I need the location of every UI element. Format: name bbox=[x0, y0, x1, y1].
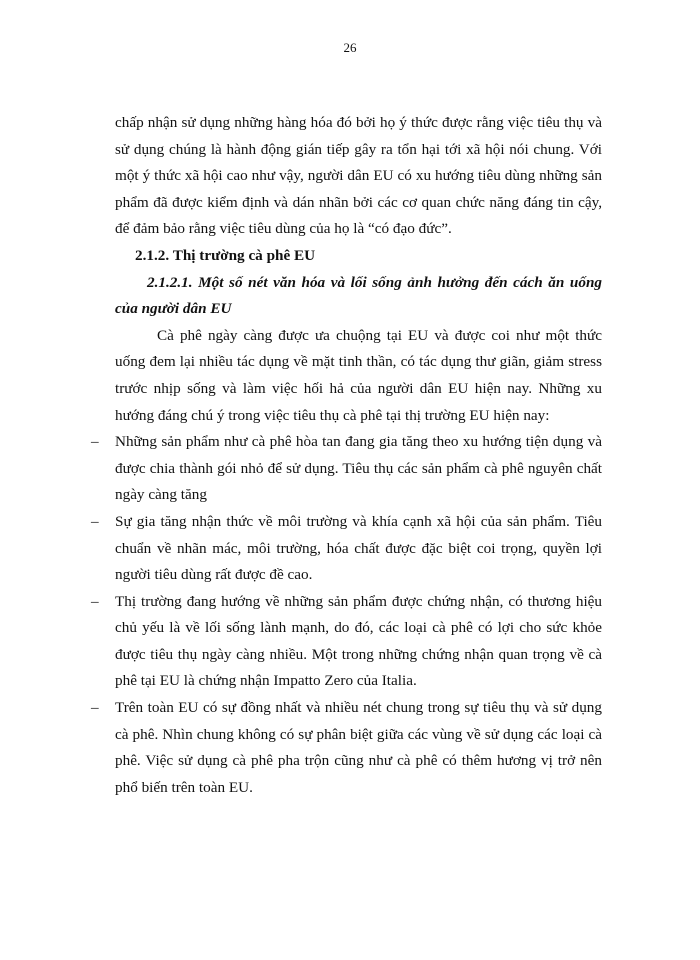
section-heading: 2.1.2. Thị trường cà phê EU bbox=[135, 246, 316, 264]
list-item-text: Thị trường đang hướng về những sản phẩm được chứng nhận, có thương hiệu chủ yếu là về lối sống lành mạnh, do đó, các loại cà phê có lợi cho sức khỏe được tiêu thụ ngày càng nhiều. Một trong những chứng nhận quan trọng về cà phê tại EU là chứng nhận Impatto Zero của Italia. bbox=[115, 592, 602, 690]
bullet-dash: – bbox=[91, 699, 99, 717]
page-content bbox=[91, 110, 602, 801]
list-item bbox=[91, 429, 602, 509]
list-item bbox=[91, 589, 602, 695]
paragraph-intro: Cà phê ngày càng được ưa chuộng tại EU và được coi như một thức uống đem lại nhiều tác dụng về mặt tinh thần, có tác dụng thư giãn, giảm stress trước nhịp sống và làm việc hối hả của người dân EU hiện nay. Những xu hướng đáng chú ý trong việc tiêu thụ cà phê tại thị trường EU hiện nay: bbox=[115, 326, 602, 424]
paragraph-continuation: chấp nhận sử dụng những hàng hóa đó bởi họ ý thức được rằng việc tiêu thụ và sử dụng chúng là hành động gián tiếp gây ra tổn hại tới xã hội nói chung. Với một ý thức xã hội cao như vậy, người dân EU có xu hướng tiêu dùng những sản phẩm đã được kiểm định và dán nhãn bởi các cơ quan chức năng đáng tin cậy, để đảm bảo rằng việc tiêu dùng của họ là “có đạo đức”. bbox=[115, 114, 602, 238]
bullet-dash: – bbox=[91, 592, 99, 610]
bullet-list bbox=[91, 429, 602, 801]
list-item bbox=[91, 509, 602, 589]
list-item-text: Trên toàn EU có sự đồng nhất và nhiều nét chung trong sự tiêu thụ và sử dụng cà phê. Nhìn chung không có sự phân biệt giữa các vùng về sử dụng các loại cà phê. Việc sử dụng cà phê pha trộn cũng như cà phê có thêm hương vị trở nên phổ biến trên toàn EU. bbox=[115, 699, 602, 796]
subsection-heading: 2.1.2.1. Một số nét văn hóa và lối sống ảnh hưởng đến cách ăn uống của người dân EU bbox=[115, 273, 602, 318]
list-item-text: Sự gia tăng nhận thức về môi trường và khía cạnh xã hội của sản phẩm. Tiêu chuẩn về nhãn mác, môi trường, hóa chất được đặc biệt coi trọng, quyền lợi người tiêu dùng rất được đề cao. bbox=[115, 512, 602, 584]
bullet-dash: – bbox=[91, 512, 99, 530]
list-item-text: Những sản phẩm như cà phê hòa tan đang gia tăng theo xu hướng tiện dụng và được chia thành gói nhỏ để sử dụng. Tiêu thụ các sản phẩm cà phê nguyên chất ngày càng tăng bbox=[115, 433, 602, 504]
bullet-dash: – bbox=[91, 433, 99, 451]
page-number: 26 bbox=[343, 40, 357, 55]
list-item bbox=[91, 695, 602, 801]
